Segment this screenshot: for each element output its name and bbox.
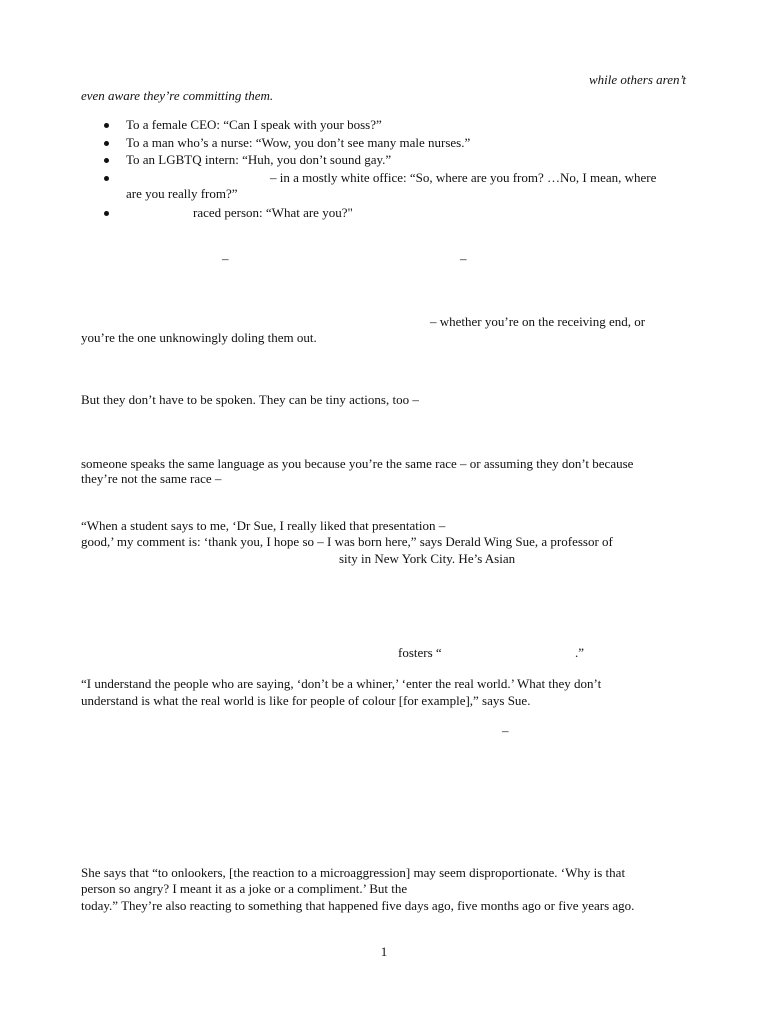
paragraph-line: today.” They’re also reacting to something that happened five days ago, five months ago or five years ago. [81,898,635,913]
paragraph-line: someone speaks the same language as you because you’re the same race – or assuming they don’t because [81,456,634,471]
page-number: 1 [380,944,388,959]
dash-fragment: – [502,723,509,738]
paragraph-line: But they don’t have to be spoken. They can be tiny actions, too – [81,392,419,407]
quote-fragment: fosters “ [398,645,442,660]
paragraph-line: – whether you’re on the receiving end, or [430,314,646,329]
list-item: To a man who’s a nurse: “Wow, you don’t see many male nurses.” [126,135,471,150]
paragraph-line: you’re the one unknowingly doling them out. [81,330,317,345]
list-item: To a female CEO: “Can I speak with your boss?” [126,117,382,132]
quote-fragment: .” [575,645,585,660]
paragraph-line: good,’ my comment is: ‘thank you, I hope so – I was born here,” says Derald Wing Sue, a professor of [81,534,613,549]
paragraph-line: they’re not the same race – [81,471,222,486]
bullet-marker [104,211,109,216]
intro-line-2: even aware they’re committing them. [81,88,274,103]
paragraph-line: “When a student says to me, ‘Dr Sue, I really liked that presentation – [81,518,446,533]
list-item: – in a mostly white office: “So, where are you from? …No, I mean, where [270,170,657,185]
bullet-marker [104,176,109,181]
bullet-marker [104,141,109,146]
paragraph-line: sity in New York City. He’s Asian [339,551,516,566]
paragraph-line: person so angry? I meant it as a joke or a compliment.’ But the [81,881,408,896]
list-item: raced person: “What are you?" [193,205,353,220]
bullet-marker [104,158,109,163]
intro-line-1: while others aren’t [589,72,687,87]
paragraph-line: She says that “to onlookers, [the reaction to a microaggression] may seem disproportionate. ‘Why is that [81,865,626,880]
dash-fragment: – [222,251,229,266]
list-item: To an LGBTQ intern: “Huh, you don’t sound gay.” [126,152,392,167]
list-item-continuation: are you really from?” [126,186,238,201]
bullet-marker [104,123,109,128]
paragraph-line: understand is what the real world is like for people of colour [for example],” says Sue. [81,693,531,708]
dash-fragment: – [460,251,467,266]
paragraph-line: “I understand the people who are saying, ‘don’t be a whiner,’ ‘enter the real world.’ What they don’t [81,676,602,691]
